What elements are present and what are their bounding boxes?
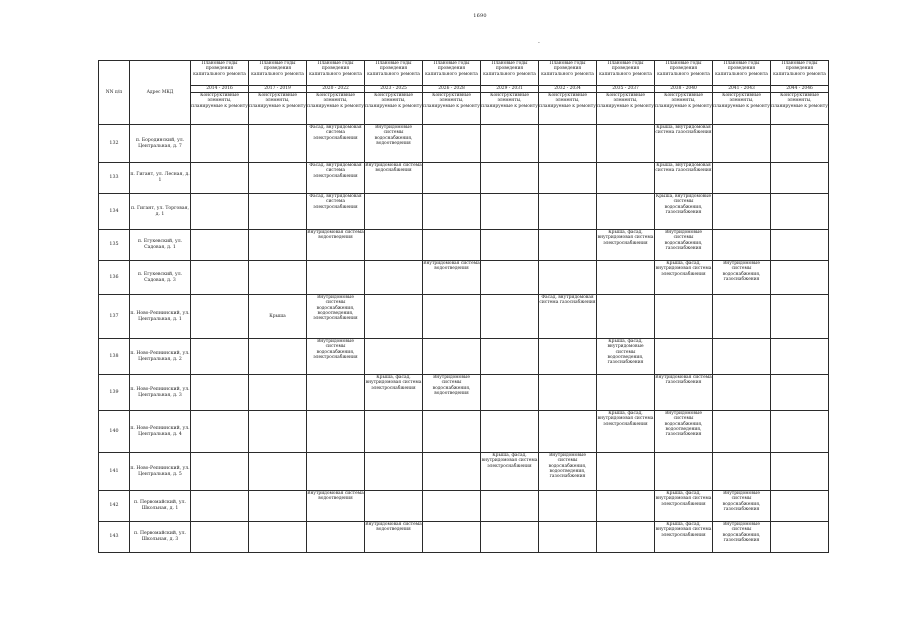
- row-elements-cell: Фасад, внутридомовая система электроснабжения: [307, 194, 365, 230]
- row-elements-cell: Крыша, фасад, внутридомовые системы водоотведения, газоснабжения: [597, 339, 655, 375]
- row-elements-cell: Крыша, фасад, внутридомовая система электроснабжения: [655, 522, 713, 553]
- row-elements-cell: [191, 491, 249, 522]
- row-elements-cell: [365, 453, 423, 491]
- row-number: 143: [99, 522, 130, 553]
- row-elements-cell: [481, 491, 539, 522]
- row-elements-cell: [191, 230, 249, 261]
- row-elements-cell: [771, 375, 829, 411]
- header-plan-period: [713, 61, 771, 93]
- row-elements-cell: [423, 491, 481, 522]
- header-plan-label: Плановые годы проведения капитального ремонта: [251, 61, 304, 77]
- header-plan-label: Плановые годы проведения капитального ремонта: [309, 61, 362, 77]
- row-elements-cell: [307, 453, 365, 491]
- row-address: п. Бородинский, ул. Центральная, д. 7: [130, 125, 191, 163]
- row-elements-cell: [423, 163, 481, 194]
- repair-schedule-table: [98, 60, 829, 553]
- header-elements: Конструктивные элементы, планируемые к ремонту: [249, 93, 307, 125]
- row-number: 137: [99, 295, 130, 339]
- row-elements-cell: [249, 453, 307, 491]
- row-elements-cell: [365, 491, 423, 522]
- row-elements-cell: [423, 411, 481, 453]
- row-elements-cell: Внутридомовые системы водоснабжения, водоотведения: [365, 125, 423, 163]
- row-elements-cell: [481, 230, 539, 261]
- row-elements-cell: [597, 375, 655, 411]
- header-plan-period: [539, 61, 597, 93]
- row-elements-cell: [771, 491, 829, 522]
- row-number: 139: [99, 375, 130, 411]
- row-address: п. Ново-Репнинский, ул. Центральная, д. 2: [130, 339, 191, 375]
- row-elements-cell: Внутридомовые системы водоснабжения, газоснабжения: [713, 261, 771, 295]
- row-elements-cell: Внутридомовые системы водоснабжения, водоотведения, электроснабжения: [307, 295, 365, 339]
- header-period-years: 2044 - 2046: [771, 85, 828, 91]
- row-elements-cell: [713, 411, 771, 453]
- row-elements-cell: Крыша, фасад, внутридомовая система электроснабжения: [597, 411, 655, 453]
- row-elements-cell: [481, 375, 539, 411]
- header-period-years: 2041 - 2043: [713, 85, 770, 91]
- row-elements-cell: [771, 411, 829, 453]
- row-elements-cell: [481, 522, 539, 553]
- row-address: п. Ново-Репнинский, ул. Центральная, д. 1: [130, 295, 191, 339]
- row-elements-cell: [249, 491, 307, 522]
- row-elements-cell: [249, 411, 307, 453]
- header-row-plan: [99, 61, 829, 93]
- row-elements-cell: [655, 295, 713, 339]
- header-elements: Конструктивные элементы, планируемые к ремонту: [307, 93, 365, 125]
- row-elements-cell: [597, 453, 655, 491]
- row-elements-cell: Фасад, внутридомовая система газоснабжения: [539, 295, 597, 339]
- row-elements-cell: [365, 194, 423, 230]
- table-row: [99, 230, 829, 261]
- row-elements-cell: Крыша: [249, 295, 307, 339]
- row-elements-cell: [191, 411, 249, 453]
- row-address: п. Первомайский, ул. Школьная, д. 1: [130, 491, 191, 522]
- row-elements-cell: [307, 411, 365, 453]
- table-row: [99, 295, 829, 339]
- row-address: п. Егукевский, ул. Садовая, д. 3: [130, 261, 191, 295]
- row-elements-cell: Внутридомовая система водоотведения: [423, 261, 481, 295]
- header-period-years: 2020 - 2022: [307, 85, 364, 91]
- row-elements-cell: [481, 295, 539, 339]
- row-elements-cell: [597, 125, 655, 163]
- row-elements-cell: [713, 295, 771, 339]
- table-row: [99, 163, 829, 194]
- header-period-years: 2014 - 2016: [191, 85, 248, 91]
- row-elements-cell: [771, 339, 829, 375]
- table-row: [99, 125, 829, 163]
- row-elements-cell: Внутридомовые системы водоснабжения, водоотведения, газоснабжения: [539, 453, 597, 491]
- row-elements-cell: [539, 125, 597, 163]
- row-number: 132: [99, 125, 130, 163]
- row-number: 142: [99, 491, 130, 522]
- row-number: 134: [99, 194, 130, 230]
- row-address: п. Егукевский, ул. Садовая, д. 1: [130, 230, 191, 261]
- row-elements-cell: Внутридомовая система водоотведения: [365, 522, 423, 553]
- table-header: [99, 61, 829, 125]
- header-elements: Конструктивные элементы, планируемые к ремонту: [539, 93, 597, 125]
- row-elements-cell: [249, 339, 307, 375]
- row-elements-cell: [597, 163, 655, 194]
- row-elements-cell: [423, 339, 481, 375]
- row-elements-cell: Внутридомовые системы водоснабжения, газоснабжения: [713, 522, 771, 553]
- row-elements-cell: [249, 375, 307, 411]
- row-elements-cell: [481, 194, 539, 230]
- header-period-years: 2023 - 2025: [365, 85, 422, 91]
- row-elements-cell: [481, 411, 539, 453]
- header-elements: Конструктивные элементы, планируемые к ремонту: [713, 93, 771, 125]
- row-elements-cell: [249, 125, 307, 163]
- row-number: 141: [99, 453, 130, 491]
- row-elements-cell: [713, 230, 771, 261]
- header-elements: Конструктивные элементы, планируемые к ремонту: [771, 93, 829, 125]
- row-elements-cell: Крыша, фасад, внутридомовая система электроснабжения: [655, 491, 713, 522]
- row-elements-cell: Внутридомовая система газоснабжения: [655, 375, 713, 411]
- table-body: [99, 125, 829, 553]
- header-period-years: 2035 - 2037: [597, 85, 654, 91]
- row-elements-cell: Крыша, фасад, внутридомовая система электроснабжения: [481, 453, 539, 491]
- header-num: NN п/п: [99, 61, 130, 125]
- row-elements-cell: [539, 163, 597, 194]
- header-plan-label: Плановые годы проведения капитального ремонта: [541, 61, 594, 77]
- row-elements-cell: Внутридомовые системы водоснабжения, водоотведения, газоснабжения: [655, 411, 713, 453]
- row-elements-cell: [771, 453, 829, 491]
- row-elements-cell: [423, 230, 481, 261]
- row-elements-cell: [597, 295, 655, 339]
- row-elements-cell: [307, 375, 365, 411]
- table-row: [99, 522, 829, 553]
- row-elements-cell: [191, 522, 249, 553]
- table-row: [99, 491, 829, 522]
- row-elements-cell: [539, 194, 597, 230]
- row-number: 133: [99, 163, 130, 194]
- header-plan-label: Плановые годы проведения капитального ремонта: [773, 61, 826, 77]
- row-elements-cell: [365, 261, 423, 295]
- header-elements: Конструктивные элементы, планируемые к ремонту: [423, 93, 481, 125]
- row-elements-cell: Внутридомовая система водоотведения: [307, 230, 365, 261]
- row-elements-cell: [365, 295, 423, 339]
- header-plan-period: [249, 61, 307, 93]
- header-period-years: 2038 - 2040: [655, 85, 712, 91]
- row-elements-cell: Внутридомовые системы водоснабжения, газоснабжения: [655, 230, 713, 261]
- row-elements-cell: [191, 125, 249, 163]
- header-period-years: 2017 - 2019: [249, 85, 306, 91]
- row-elements-cell: Внутридомовая система водоснабжения: [365, 163, 423, 194]
- row-elements-cell: Фасад, внутридомовая система электроснабжения: [307, 125, 365, 163]
- row-number: 140: [99, 411, 130, 453]
- row-elements-cell: [423, 125, 481, 163]
- row-number: 135: [99, 230, 130, 261]
- row-address: п. Первомайский, ул. Школьная, д. 3: [130, 522, 191, 553]
- header-elements: Конструктивные элементы, планируемые к ремонту: [191, 93, 249, 125]
- row-address: п. Гигант, ул. Торговая, д. 1: [130, 194, 191, 230]
- row-elements-cell: Крыша, внутридомовая система газоснабжения: [655, 163, 713, 194]
- row-address: п. Гигант, ул. Лесная, д. 1: [130, 163, 191, 194]
- row-elements-cell: [771, 163, 829, 194]
- table-row: [99, 261, 829, 295]
- row-elements-cell: Крыша, внутридомовые системы водоснабжения, газоснабжения: [655, 194, 713, 230]
- row-elements-cell: [713, 163, 771, 194]
- row-elements-cell: [771, 261, 829, 295]
- row-elements-cell: [655, 453, 713, 491]
- row-elements-cell: [539, 375, 597, 411]
- header-plan-label: Плановые годы проведения капитального ремонта: [193, 61, 246, 77]
- row-elements-cell: [191, 194, 249, 230]
- row-elements-cell: Внутридомовая система водоотведения: [307, 491, 365, 522]
- row-elements-cell: [771, 194, 829, 230]
- page-number: 1690: [473, 13, 487, 19]
- header-plan-label: Плановые годы проведения капитального ремонта: [425, 61, 478, 77]
- table-row: [99, 453, 829, 491]
- row-elements-cell: Крыша, фасад, внутридомовая система электроснабжения: [365, 375, 423, 411]
- row-elements-cell: [423, 453, 481, 491]
- table-row: [99, 375, 829, 411]
- row-elements-cell: [481, 125, 539, 163]
- row-elements-cell: [249, 194, 307, 230]
- header-plan-period: [655, 61, 713, 93]
- header-elements: Конструктивные элементы, планируемые к ремонту: [655, 93, 713, 125]
- row-elements-cell: [539, 522, 597, 553]
- row-elements-cell: [481, 261, 539, 295]
- row-elements-cell: Фасад, внутридомовая система электроснабжения: [307, 163, 365, 194]
- row-elements-cell: [365, 230, 423, 261]
- row-elements-cell: Крыша, фасад, внутридомовая система электроснабжения: [597, 230, 655, 261]
- header-plan-label: Плановые годы проведения капитального ремонта: [715, 61, 768, 77]
- header-period-years: 2029 - 2031: [481, 85, 538, 91]
- row-elements-cell: Крыша, фасад, внутридомовая система электроснабжения: [655, 261, 713, 295]
- header-plan-period: [481, 61, 539, 93]
- row-elements-cell: [597, 261, 655, 295]
- row-address: п. Ново-Репнинский, ул. Центральная, д. 4: [130, 411, 191, 453]
- header-plan-label: Плановые годы проведения капитального ремонта: [599, 61, 652, 77]
- row-elements-cell: [771, 230, 829, 261]
- row-elements-cell: Внутридомовые системы водоснабжения, водоотведения: [423, 375, 481, 411]
- row-elements-cell: [249, 522, 307, 553]
- row-elements-cell: [191, 163, 249, 194]
- scan-mark: ·: [538, 40, 540, 47]
- header-elements: Конструктивные элементы, планируемые к ремонту: [481, 93, 539, 125]
- row-elements-cell: Крыша, внутридомовая система газоснабжения: [655, 125, 713, 163]
- table-row: [99, 411, 829, 453]
- row-elements-cell: [597, 491, 655, 522]
- header-period-years: 2032 - 2034: [539, 85, 596, 91]
- row-elements-cell: [539, 261, 597, 295]
- row-elements-cell: [423, 194, 481, 230]
- row-elements-cell: [365, 339, 423, 375]
- row-elements-cell: [307, 261, 365, 295]
- header-plan-period: [365, 61, 423, 93]
- header-period-years: 2026 - 2028: [423, 85, 480, 91]
- header-plan-label: Плановые годы проведения капитального ремонта: [657, 61, 710, 77]
- row-elements-cell: [713, 375, 771, 411]
- header-row-elements: [99, 93, 829, 125]
- row-elements-cell: [597, 194, 655, 230]
- row-elements-cell: [771, 295, 829, 339]
- header-elements: Конструктивные элементы, планируемые к ремонту: [597, 93, 655, 125]
- header-plan-period: [597, 61, 655, 93]
- row-elements-cell: [481, 339, 539, 375]
- header-plan-period: [191, 61, 249, 93]
- row-elements-cell: [713, 453, 771, 491]
- row-elements-cell: [423, 522, 481, 553]
- row-elements-cell: [481, 163, 539, 194]
- header-plan-label: Плановые годы проведения капитального ремонта: [483, 61, 536, 77]
- header-plan-period: [423, 61, 481, 93]
- header-plan-period: [771, 61, 829, 93]
- header-address: Адрес МКД: [130, 61, 191, 125]
- row-elements-cell: [539, 230, 597, 261]
- table-row: [99, 194, 829, 230]
- header-plan-label: Плановые годы проведения капитального ремонта: [367, 61, 420, 77]
- row-elements-cell: [191, 295, 249, 339]
- row-address: п. Ново-Репнинский, ул. Центральная, д. 3: [130, 375, 191, 411]
- row-elements-cell: [365, 411, 423, 453]
- row-elements-cell: [191, 375, 249, 411]
- row-elements-cell: [713, 339, 771, 375]
- row-elements-cell: Внутридомовые системы водоснабжения, газоснабжения: [713, 491, 771, 522]
- row-number: 136: [99, 261, 130, 295]
- row-elements-cell: [249, 230, 307, 261]
- row-address: п. Ново-Репнинский, ул. Центральная, д. 5: [130, 453, 191, 491]
- header-elements: Конструктивные элементы, планируемые к ремонту: [365, 93, 423, 125]
- row-number: 138: [99, 339, 130, 375]
- row-elements-cell: [191, 261, 249, 295]
- row-elements-cell: [307, 522, 365, 553]
- row-elements-cell: [423, 295, 481, 339]
- row-elements-cell: Внутридомовые системы водоснабжения, электроснабжения: [307, 339, 365, 375]
- row-elements-cell: [539, 411, 597, 453]
- row-elements-cell: [539, 339, 597, 375]
- table-row: [99, 339, 829, 375]
- row-elements-cell: [191, 453, 249, 491]
- row-elements-cell: [771, 522, 829, 553]
- row-elements-cell: [713, 125, 771, 163]
- row-elements-cell: [249, 163, 307, 194]
- row-elements-cell: [713, 194, 771, 230]
- row-elements-cell: [191, 339, 249, 375]
- row-elements-cell: [771, 125, 829, 163]
- row-elements-cell: [597, 522, 655, 553]
- row-elements-cell: [539, 491, 597, 522]
- header-plan-period: [307, 61, 365, 93]
- row-elements-cell: [249, 261, 307, 295]
- row-elements-cell: [655, 339, 713, 375]
